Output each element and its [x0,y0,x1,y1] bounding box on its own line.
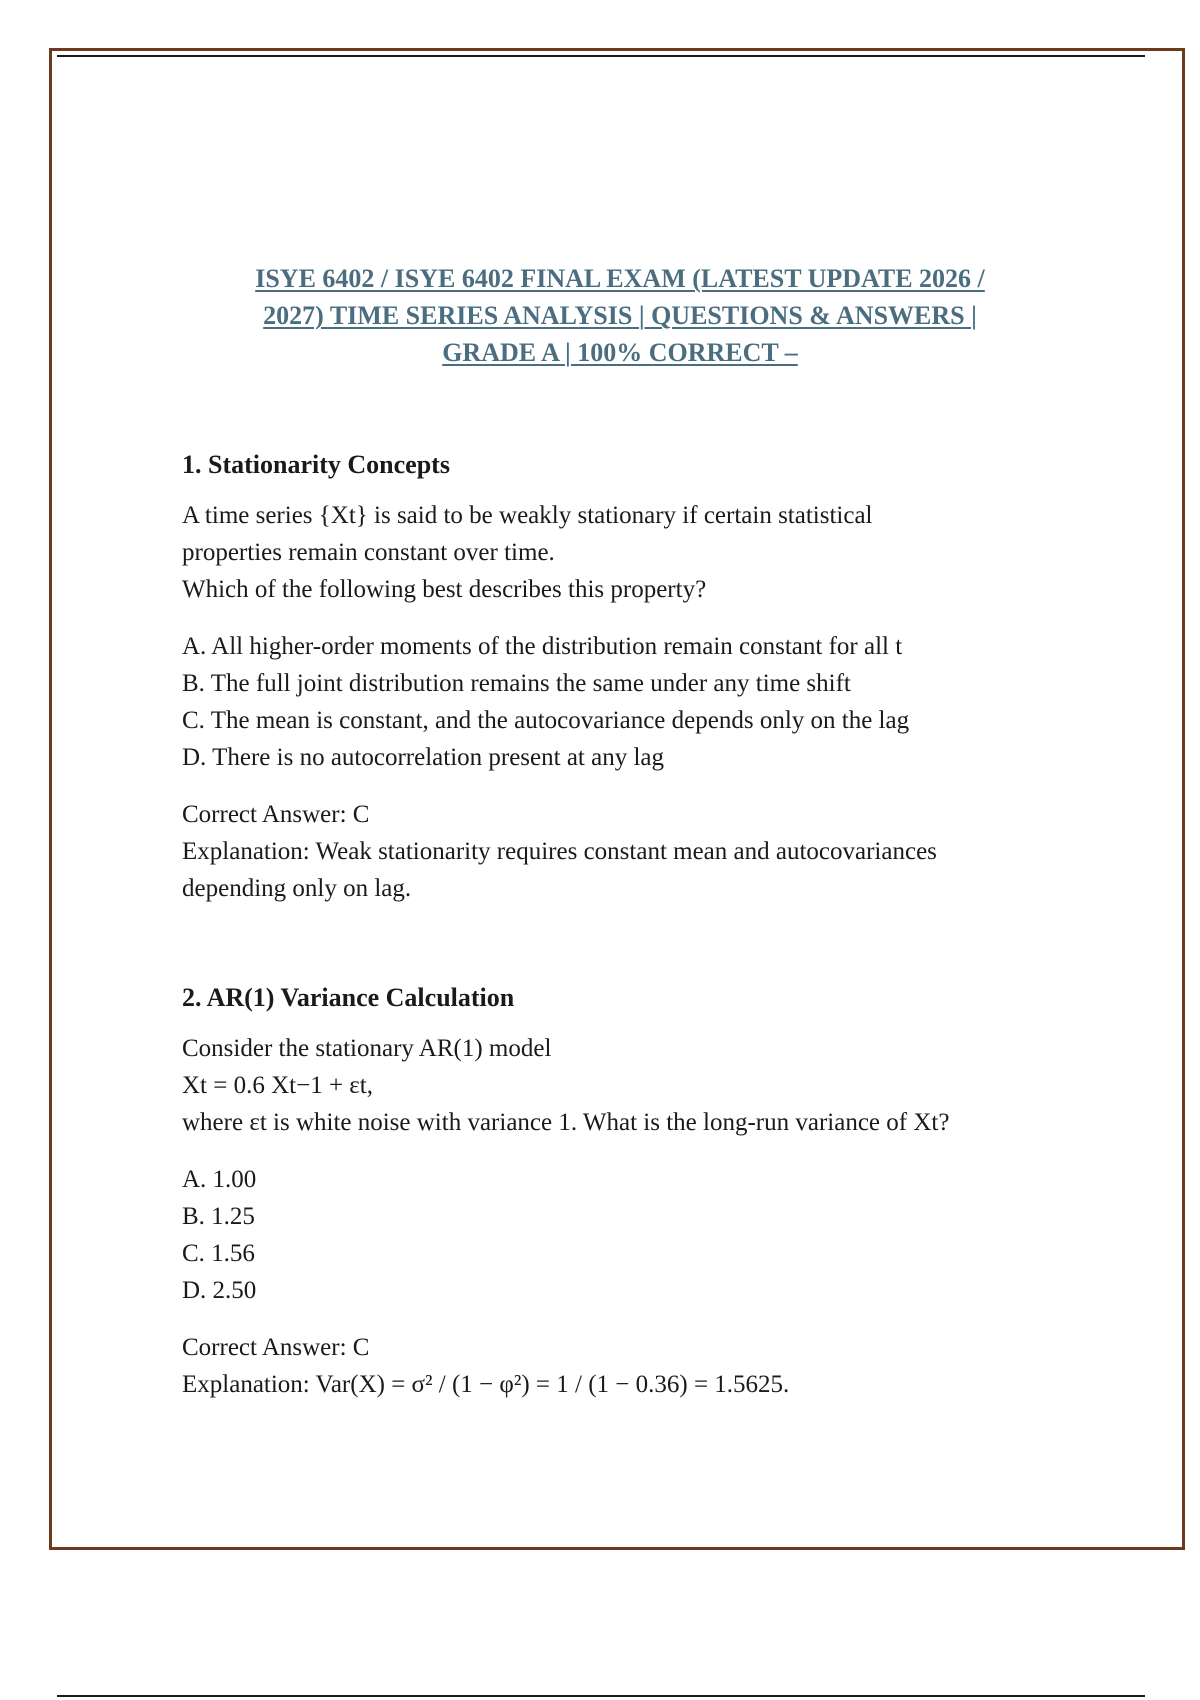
question-text-line: Xt = 0.6 Xt−1 + εt, [182,1072,373,1099]
explanation-line: Explanation: Weak stationarity requires constant mean and autocovariances [182,838,937,865]
explanation-line: depending only on lag. [182,875,412,902]
option-b: B. 1.25 [182,1203,255,1230]
option-a: A. All higher-order moments of the distribution remain constant for all t [182,633,903,660]
answer-options [182,628,1082,776]
answer-options [182,1161,1082,1309]
option-d: D. There is no autocorrelation present at any lag [182,744,665,771]
question-text-line: A time series {Xt} is said to be weakly stationary if certain statistical [182,502,873,529]
question-text-line: where εt is white noise with variance 1. What is the long-run variance of Xt? [182,1109,950,1136]
answer-block [182,796,1082,907]
document-title [160,260,1080,371]
title-line: GRADE A | 100% CORRECT – [442,338,798,367]
question-text-line: Which of the following best describes this property? [182,576,707,603]
question-text-line: properties remain constant over time. [182,539,555,566]
answer-block [182,1329,1082,1403]
question-text [182,497,1082,608]
option-d: D. 2.50 [182,1277,257,1304]
question-title: 2. AR(1) Variance Calculation [182,983,515,1012]
question-2 [182,979,1082,1403]
question-1 [182,446,1082,907]
title-line: ISYE 6402 / ISYE 6402 FINAL EXAM (LATEST UPDATE 2026 / [255,264,985,293]
option-b: B. The full joint distribution remains the same under any time shift [182,670,851,697]
correct-answer: Correct Answer: C [182,801,370,828]
option-c: C. The mean is constant, and the autocovariance depends only on the lag [182,707,910,734]
footer-rule [57,1695,1145,1697]
title-line: 2027) TIME SERIES ANALYSIS | QUESTIONS & ANSWERS | [263,301,977,330]
option-a: A. 1.00 [182,1166,257,1193]
question-text-line: Consider the stationary AR(1) model [182,1035,552,1062]
correct-answer: Correct Answer: C [182,1334,370,1361]
option-c: C. 1.56 [182,1240,255,1267]
header-rule [57,55,1145,57]
question-title: 1. Stationarity Concepts [182,450,450,479]
explanation-line: Explanation: Var(X) = σ² / (1 − φ²) = 1 / (1 − 0.36) = 1.5625. [182,1371,790,1398]
document-body [182,446,1082,1403]
question-text [182,1030,1082,1141]
